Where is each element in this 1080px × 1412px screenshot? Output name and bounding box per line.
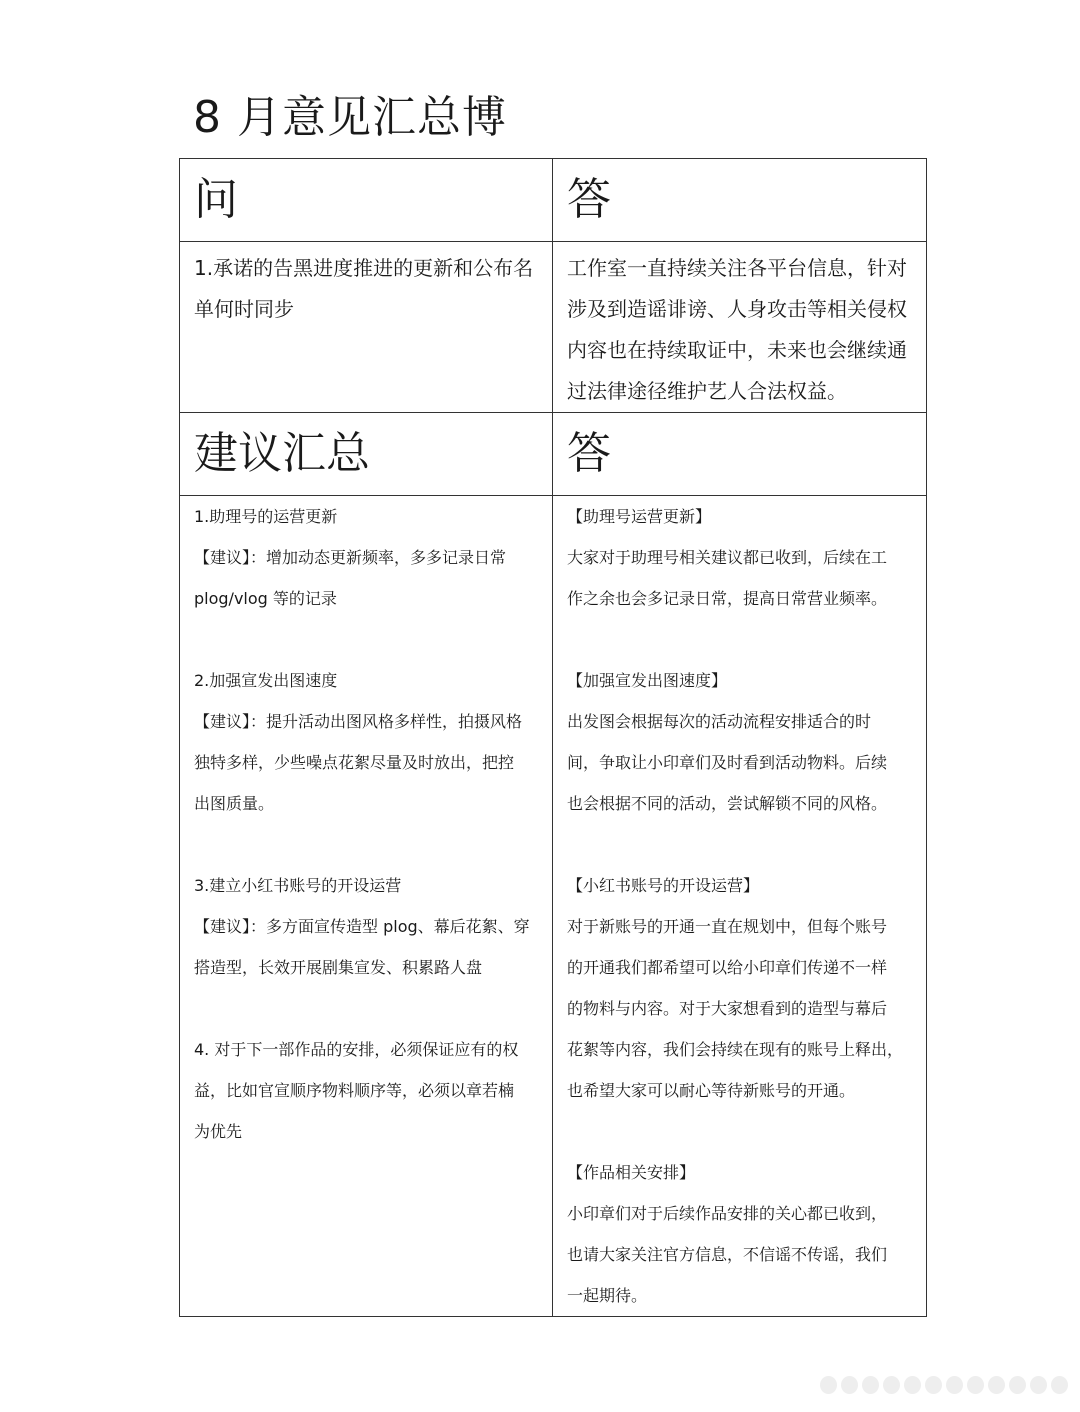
suggestion-line: 为优先: [194, 1122, 243, 1141]
page-title: 8 月意见汇总博: [193, 92, 507, 143]
reply-line: 一起期待。: [567, 1286, 648, 1305]
suggestion-line: 2.加强宣发出图速度: [194, 671, 338, 690]
question-cell: [180, 242, 553, 413]
replies-list: [553, 496, 926, 1316]
suggestion-line: 搭造型，长效开展剧集宣发、积累路人盘: [194, 958, 483, 977]
question-header-cell: [180, 159, 553, 242]
suggestion-line: 3.建立小红书账号的开设运营: [194, 876, 402, 895]
reply-line: 间，争取让小印章们及时看到活动物料。后续: [567, 753, 888, 772]
reply-line: 也请大家关注官方信息，不信谣不传谣，我们: [567, 1245, 888, 1264]
reply-group: [567, 496, 914, 619]
reply-group: [567, 865, 914, 1111]
reply-line: 【小红书账号的开设运营】: [567, 876, 760, 895]
reply-line: 的物料与内容。对于大家想看到的造型与幕后: [567, 999, 888, 1018]
reply-line: 也会根据不同的活动，尝试解锁不同的风格。: [567, 794, 888, 813]
qa-table: [179, 158, 927, 1317]
group-spacer: [567, 619, 914, 660]
suggestion-group: [194, 660, 540, 824]
suggestion-group: [194, 496, 540, 619]
watermark-dots: [820, 1368, 1068, 1402]
suggestions-list: [180, 496, 552, 1152]
group-spacer: [567, 824, 914, 865]
suggestion-line: 【建议】：增加动态更新频率，多多记录日常: [194, 548, 507, 567]
group-spacer: [194, 988, 540, 1029]
reply-header: 答: [567, 428, 611, 479]
suggestion-line: 4. 对于下一部作品的安排，必须保证应有的权: [194, 1040, 519, 1059]
reply-line: 的开通我们都希望可以给小印章们传递不一样: [567, 958, 888, 977]
suggestion-group: [194, 1029, 540, 1152]
group-spacer: [567, 1111, 914, 1152]
reply-line: 【助理号运营更新】: [567, 507, 712, 526]
group-spacer: [194, 824, 540, 865]
suggestion-line: 1.助理号的运营更新: [194, 507, 338, 526]
replies-cell: [553, 496, 927, 1317]
group-spacer: [194, 619, 540, 660]
reply-line: 花絮等内容，我们会持续在现有的账号上释出，: [567, 1040, 904, 1059]
answer-header-cell: [553, 159, 927, 242]
suggestion-line: 【建议】：提升活动出图风格多样性，拍摄风格: [194, 712, 523, 731]
reply-line: 大家对于助理号相关建议都已收到，后续在工: [567, 548, 888, 567]
reply-line: 也希望大家可以耐心等待新账号的开通。: [567, 1081, 856, 1100]
reply-line: 【加强宣发出图速度】: [567, 671, 728, 690]
suggestion-line: 益，比如官宣顺序物料顺序等，必须以章若楠: [194, 1081, 515, 1100]
question-header: 问: [194, 174, 238, 225]
reply-line: 【作品相关安排】: [567, 1163, 696, 1182]
reply-line: 作之余也会多记录日常，提高日常营业频率。: [567, 589, 888, 608]
suggestion-line: 独特多样，少些噪点花絮尽量及时放出，把控: [194, 753, 515, 772]
reply-header-cell: [553, 413, 927, 496]
reply-group: [567, 660, 914, 824]
suggestion-line: plog/vlog 等的记录: [194, 589, 337, 608]
reply-line: 出发图会根据每次的活动流程安排适合的时: [567, 712, 872, 731]
suggestion-header: 建议汇总: [194, 428, 370, 479]
reply-line: 对于新账号的开通一直在规划中，但每个账号: [567, 917, 888, 936]
reply-group: [567, 1152, 914, 1316]
suggestion-line: 出图质量。: [194, 794, 275, 813]
reply-line: 小印章们对于后续作品安排的关心都已收到，: [567, 1204, 888, 1223]
suggestion-header-cell: [180, 413, 553, 496]
answer-cell: [553, 242, 927, 413]
suggestion-line: 【建议】：多方面宣传造型 plog、幕后花絮、穿: [194, 917, 530, 936]
suggestion-group: [194, 865, 540, 988]
answer-text: 工作室一直持续关注各平台信息，针对涉及到造谣诽谤、人身攻击等相关侵权内容也在持续取证中，未来也会继续通过法律途径维护艺人合法权益。: [567, 256, 907, 403]
suggestions-cell: [180, 496, 553, 1317]
question-text: 1.承诺的告黑进度推进的更新和公布名单何时同步: [194, 256, 534, 321]
answer-header: 答: [567, 174, 611, 225]
